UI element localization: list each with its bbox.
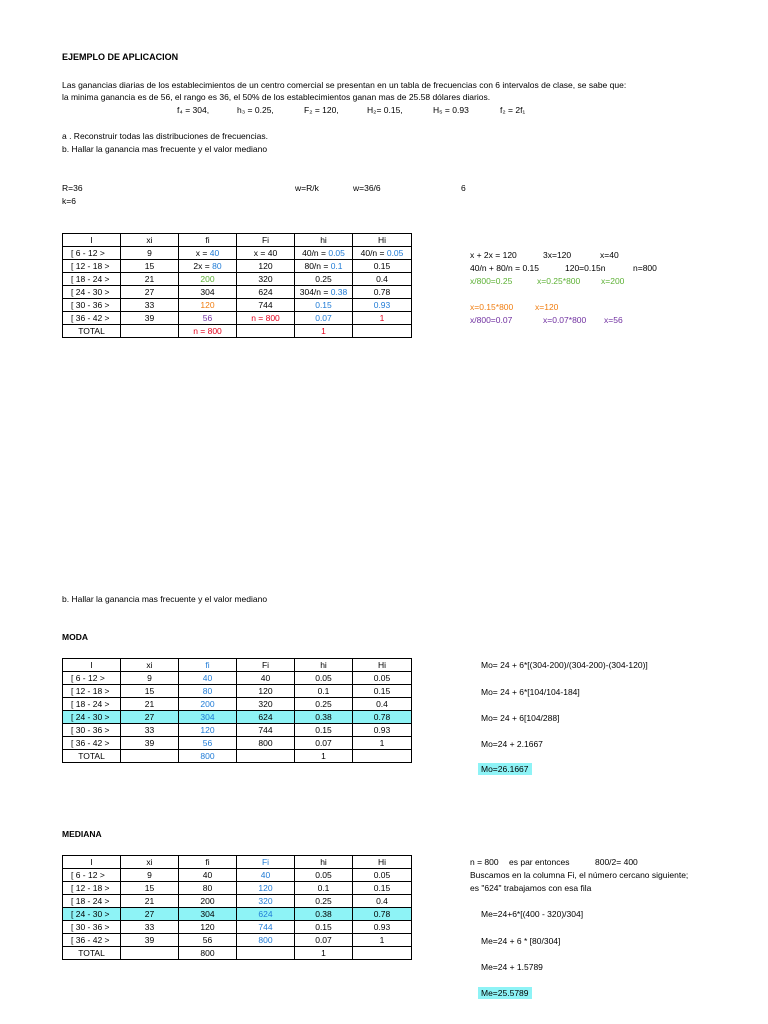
mediana-result-value: Me=25.5789: [478, 987, 532, 999]
note-eq5-b: x=0.07*800: [543, 315, 587, 325]
Hi-cell: 0.78: [353, 908, 412, 921]
cell-value: 0.78: [373, 287, 391, 297]
fi-cell: 304: [179, 908, 237, 921]
total-hi: 1: [295, 750, 353, 763]
width-formula: w=R/k: [295, 183, 319, 193]
xi-cell: 27: [121, 908, 179, 921]
interval-cell: [ 36 - 42 >: [63, 934, 121, 947]
note-eq3-b: x=0.25*800: [537, 276, 581, 286]
moda-result-value: Mo=26.1667: [478, 763, 532, 775]
Fi-cell: 320: [237, 895, 295, 908]
xi-cell: 15: [121, 882, 179, 895]
empty-cell: [237, 947, 295, 960]
interval-cell: [ 18 - 24 >: [63, 273, 121, 286]
header-xi: xi: [121, 659, 179, 672]
Hi-cell: [353, 247, 412, 260]
header-Hi: Hi: [353, 856, 412, 869]
moda-formula-3: Mo= 24 + 6[104/288]: [481, 713, 560, 723]
mediana-note-2: Buscamos en la columna Fi, el número cercano siguiente;: [470, 870, 689, 880]
fi-cell: 80: [179, 685, 237, 698]
hi-cell: 0.07: [295, 737, 353, 750]
interval-cell: [ 12 - 18 >: [63, 260, 121, 273]
Hi-cell: 0.93: [353, 921, 412, 934]
Fi-cell: 120: [237, 882, 295, 895]
cell-value: 80: [212, 261, 222, 271]
Hi-cell: 0.4: [353, 895, 412, 908]
note-eq1-b: 3x=120: [543, 250, 572, 260]
cell-value: 1: [379, 313, 385, 323]
hi-cell: 0.05: [295, 869, 353, 882]
cell-expr: 2x =: [193, 261, 213, 271]
cell-expr: 80/n =: [304, 261, 331, 271]
cell-value: 0.38: [330, 287, 348, 297]
moda-formula-2: Mo= 24 + 6*[104/104-184]: [481, 687, 580, 697]
header-I: I: [63, 659, 121, 672]
mediana-title: MEDIANA: [62, 829, 102, 839]
hi-cell: [295, 299, 353, 312]
xi-cell: 21: [121, 895, 179, 908]
Fi-cell: 40: [237, 869, 295, 882]
note-eq5-c: x=56: [604, 315, 623, 325]
intro-line-2: la minima ganancia es de 56, el rango es 36, el 50% de los establecimientos ganan mas de 25.58 dólares diarios.: [62, 92, 491, 102]
cell-value: 320: [258, 274, 273, 284]
empty-cell: [353, 750, 412, 763]
fi-cell: [179, 273, 237, 286]
given-H5: H₅ = 0.93: [433, 105, 469, 115]
hi-cell: [295, 273, 353, 286]
interval-cell: [ 30 - 36 >: [63, 724, 121, 737]
task-a: a . Reconstruir todas las distribuciones de frecuencias.: [62, 131, 268, 141]
header-hi: hi: [295, 659, 353, 672]
hi-cell: [295, 247, 353, 260]
total-label: TOTAL: [63, 325, 121, 338]
cell-value: 0.15: [373, 261, 391, 271]
fi-cell: 80: [179, 882, 237, 895]
Fi-cell: 800: [237, 934, 295, 947]
table-row: [63, 299, 412, 312]
xi-cell: 27: [121, 711, 179, 724]
header-xi: xi: [121, 234, 179, 247]
table-total-row: [63, 750, 412, 763]
given-f2: f₂ = 2f₁: [500, 105, 526, 115]
Fi-cell: [237, 299, 295, 312]
table-row: [63, 312, 412, 325]
interval-cell: [ 36 - 42 >: [63, 737, 121, 750]
mediana-formula-2: Me=24 + 6 * [80/304]: [481, 936, 561, 946]
fi-cell: 56: [179, 737, 237, 750]
table-row: [63, 685, 412, 698]
fi-cell: [179, 260, 237, 273]
cell-value: 0.93: [373, 300, 391, 310]
xi-cell: 15: [121, 260, 179, 273]
xi-cell: 33: [121, 299, 179, 312]
cell-value: n = 800: [251, 313, 280, 323]
empty-cell: [237, 325, 295, 338]
fi-cell: 56: [179, 934, 237, 947]
xi-cell: 9: [121, 247, 179, 260]
cell-value: 304: [200, 287, 215, 297]
moda-title: MODA: [62, 632, 88, 642]
Hi-cell: 1: [353, 934, 412, 947]
cell-value: 0.4: [376, 274, 388, 284]
empty-cell: [353, 325, 412, 338]
header-Hi: Hi: [353, 234, 412, 247]
table-row: [63, 882, 412, 895]
interval-cell: [ 12 - 18 >: [63, 685, 121, 698]
fi-cell: 200: [179, 698, 237, 711]
Hi-cell: 0.93: [353, 724, 412, 737]
cell-value: 200: [200, 274, 215, 284]
Hi-cell: [353, 260, 412, 273]
Fi-cell: [237, 286, 295, 299]
total-fi: 800: [179, 947, 237, 960]
hi-cell: 0.1: [295, 882, 353, 895]
moda-result: [478, 764, 532, 774]
given-H2: H₂= 0.15,: [367, 105, 403, 115]
intro-line-1: Las ganancias diarias de los establecimientos de un centro comercial se presentan en un tabla de frecuencias con 6 intervalos de clase, se sabe que:: [62, 80, 627, 90]
interval-cell: [ 24 - 30 >: [63, 908, 121, 921]
table-total-row: [63, 947, 412, 960]
cell-value: 744: [258, 300, 273, 310]
note-eq3: x/800=0.25: [470, 276, 513, 286]
table-row-highlighted: [63, 711, 412, 724]
Fi-cell: 40: [237, 672, 295, 685]
range-value: R=36: [62, 183, 83, 193]
header-hi: hi: [295, 234, 353, 247]
Hi-cell: 0.15: [353, 685, 412, 698]
hi-cell: 0.38: [295, 908, 353, 921]
hi-cell: 0.05: [295, 672, 353, 685]
table-header-row: [63, 856, 412, 869]
table-total-row: [63, 325, 412, 338]
Hi-cell: 0.05: [353, 672, 412, 685]
table-row-highlighted: [63, 908, 412, 921]
total-label: TOTAL: [63, 947, 121, 960]
fi-cell: [179, 312, 237, 325]
header-Hi: Hi: [353, 659, 412, 672]
header-hi: hi: [295, 856, 353, 869]
hi-cell: [295, 260, 353, 273]
note-eq3-c: x=200: [601, 276, 625, 286]
table-row: [63, 672, 412, 685]
empty-cell: [353, 947, 412, 960]
cell-expr: x =: [253, 248, 268, 258]
mediana-formula-1: Me=24+6*[(400 - 320)/304]: [481, 909, 584, 919]
header-xi: xi: [121, 856, 179, 869]
fi-cell: 40: [179, 869, 237, 882]
note-eq2: 40/n + 80/n = 0.15: [470, 263, 540, 273]
header-I: I: [63, 234, 121, 247]
mediana-table: [62, 855, 412, 960]
Fi-cell: 120: [237, 685, 295, 698]
cell-value: 0.15: [315, 300, 332, 310]
given-f4: f₄ = 304,: [177, 105, 210, 115]
xi-cell: 33: [121, 921, 179, 934]
cell-expr: 40/n =: [302, 248, 329, 258]
fi-cell: 40: [179, 672, 237, 685]
total-hi: 1: [295, 325, 353, 338]
cell-value: 40: [209, 248, 220, 258]
interval-cell: [ 6 - 12 >: [63, 247, 121, 260]
cell-expr: x =: [195, 248, 210, 258]
cell-value: 120: [258, 261, 273, 271]
hi-cell: 0.25: [295, 895, 353, 908]
hi-cell: 0.15: [295, 724, 353, 737]
hi-cell: 0.15: [295, 921, 353, 934]
interval-cell: [ 6 - 12 >: [63, 869, 121, 882]
mediana-note-3: es "624" trabajamos con esa fila: [470, 883, 592, 893]
fi-cell: [179, 247, 237, 260]
note-eq4: x=0.15*800: [470, 302, 514, 312]
note-eq1: x + 2x = 120: [470, 250, 517, 260]
table-row: [63, 737, 412, 750]
table-row: [63, 895, 412, 908]
Hi-cell: 0.4: [353, 698, 412, 711]
Hi-cell: 1: [353, 737, 412, 750]
table-header-row: [63, 659, 412, 672]
Fi-cell: 320: [237, 698, 295, 711]
fi-cell: [179, 299, 237, 312]
table-row: [63, 286, 412, 299]
given-F2: F₂ = 120,: [304, 105, 339, 115]
k-value: k=6: [62, 196, 76, 206]
table-row: [63, 869, 412, 882]
Fi-cell: 624: [237, 711, 295, 724]
table-row: [63, 260, 412, 273]
Hi-cell: [353, 312, 412, 325]
table-row: [63, 934, 412, 947]
header-Fi: Fi: [237, 234, 295, 247]
header-I: I: [63, 856, 121, 869]
page-title: EJEMPLO DE APLICACION: [62, 52, 179, 62]
table-row: [63, 921, 412, 934]
mediana-formula-3: Me=24 + 1.5789: [481, 962, 543, 972]
header-fi: fi: [179, 234, 237, 247]
hi-cell: [295, 286, 353, 299]
total-hi: 1: [295, 947, 353, 960]
width-result: 6: [461, 183, 466, 193]
task-b: b. Hallar la ganancia mas frecuente y el valor mediano: [62, 144, 268, 154]
total-fi: 800: [179, 750, 237, 763]
given-h3: h₃ = 0.25,: [237, 105, 274, 115]
cell-value: 120: [200, 300, 215, 310]
cell-expr: 40/n =: [360, 248, 387, 258]
xi-cell: 39: [121, 737, 179, 750]
hi-cell: 0.1: [295, 685, 353, 698]
xi-cell: 33: [121, 724, 179, 737]
xi-cell: 15: [121, 685, 179, 698]
hi-cell: 0.38: [295, 711, 353, 724]
note-eq5: x/800=0.07: [470, 315, 513, 325]
xi-cell: 39: [121, 312, 179, 325]
Fi-cell: [237, 260, 295, 273]
mediana-n-parity: es par entonces: [509, 857, 570, 867]
fi-cell: 120: [179, 921, 237, 934]
table-row: [63, 724, 412, 737]
cell-value: 0.25: [315, 274, 332, 284]
interval-cell: [ 36 - 42 >: [63, 312, 121, 325]
total-fi: n = 800: [179, 325, 237, 338]
cell-value: 0.05: [328, 248, 345, 258]
interval-cell: [ 24 - 30 >: [63, 286, 121, 299]
hi-cell: 0.25: [295, 698, 353, 711]
hi-cell: 0.07: [295, 934, 353, 947]
interval-cell: [ 18 - 24 >: [63, 895, 121, 908]
cell-value: 0.05: [386, 248, 404, 258]
interval-cell: [ 24 - 30 >: [63, 711, 121, 724]
mediana-result: [478, 988, 532, 998]
moda-table: [62, 658, 412, 763]
note-eq2-b: 120=0.15n: [565, 263, 606, 273]
empty-cell: [121, 325, 179, 338]
Hi-cell: [353, 299, 412, 312]
xi-cell: 21: [121, 698, 179, 711]
fi-cell: 304: [179, 711, 237, 724]
moda-formula-4: Mo=24 + 2.1667: [481, 739, 543, 749]
Fi-cell: 800: [237, 737, 295, 750]
section-b-heading: b. Hallar la ganancia mas frecuente y el valor mediano: [62, 594, 268, 604]
fi-cell: 200: [179, 895, 237, 908]
width-calc: w=36/6: [353, 183, 381, 193]
Fi-cell: [237, 312, 295, 325]
fi-cell: 120: [179, 724, 237, 737]
empty-cell: [237, 750, 295, 763]
table-row: [63, 698, 412, 711]
fi-cell: [179, 286, 237, 299]
Fi-cell: [237, 273, 295, 286]
mediana-n: n = 800: [470, 857, 499, 867]
cell-expr: 304/n =: [299, 287, 331, 297]
interval-cell: [ 6 - 12 >: [63, 672, 121, 685]
interval-cell: [ 30 - 36 >: [63, 299, 121, 312]
interval-cell: [ 30 - 36 >: [63, 921, 121, 934]
xi-cell: 27: [121, 286, 179, 299]
note-eq1-c: x=40: [600, 250, 619, 260]
table-header-row: [63, 234, 412, 247]
Fi-cell: 744: [237, 921, 295, 934]
header-fi: fi: [179, 856, 237, 869]
Fi-cell: [237, 247, 295, 260]
Hi-cell: 0.15: [353, 882, 412, 895]
moda-formula-1: Mo= 24 + 6*[(304-200)/(304-200)-(304-120)]: [481, 660, 648, 670]
cell-value: 40: [267, 248, 278, 258]
cell-value: 0.07: [315, 313, 332, 323]
xi-cell: 9: [121, 869, 179, 882]
empty-cell: [121, 947, 179, 960]
xi-cell: 21: [121, 273, 179, 286]
cell-value: 56: [202, 313, 213, 323]
table-row: [63, 273, 412, 286]
Hi-cell: [353, 286, 412, 299]
interval-cell: [ 12 - 18 >: [63, 882, 121, 895]
xi-cell: 9: [121, 672, 179, 685]
note-eq4-b: x=120: [535, 302, 559, 312]
header-Fi: Fi: [237, 659, 295, 672]
empty-cell: [121, 750, 179, 763]
frequency-table-reconstruction: [62, 233, 412, 338]
note-eq2-c: n=800: [633, 263, 657, 273]
interval-cell: [ 18 - 24 >: [63, 698, 121, 711]
header-Fi: Fi: [237, 856, 295, 869]
header-fi: fi: [179, 659, 237, 672]
hi-cell: [295, 312, 353, 325]
Fi-cell: 624: [237, 908, 295, 921]
Fi-cell: 744: [237, 724, 295, 737]
Hi-cell: 0.05: [353, 869, 412, 882]
cell-value: 624: [258, 287, 273, 297]
Hi-cell: 0.78: [353, 711, 412, 724]
Hi-cell: [353, 273, 412, 286]
table-row: [63, 247, 412, 260]
mediana-n-half: 800/2= 400: [595, 857, 638, 867]
xi-cell: 39: [121, 934, 179, 947]
cell-value: 0.1: [330, 261, 343, 271]
total-label: TOTAL: [63, 750, 121, 763]
